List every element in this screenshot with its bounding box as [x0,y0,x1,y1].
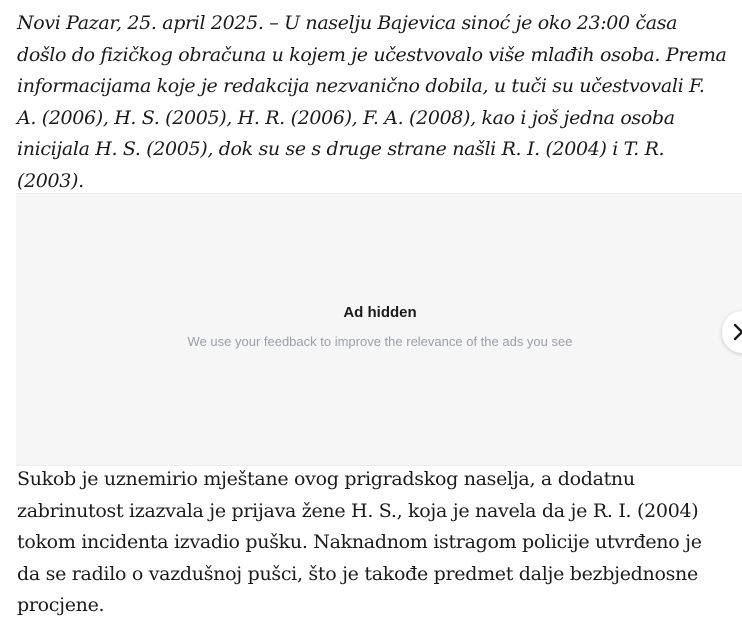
article-intro: Novi Pazar, 25. april 2025. – U naselju Bajevica sinoć je oko 23:00 časa došlo do fizičkog obračuna u kojem je učestvovalo više mlađih osoba. Prema informacijama koje je redakcija nezvanično dobila, u tuči su učestvovali F. A. (2006), H. S. (2005), H. R. (2006), F. A. (2008), kao i još jedna osoba inicijala H. S. (2005), dok su se s druge strane našli R. I. (2004) i T. R. (2003). [17,12,727,192]
article-paragraph: Sukob je uznemirio mještane ovog prigradskog naselja, a dodatnu zabrinutost izazvala je prijava žene H. S., koja je navela da je R. I. (2004) tokom incidenta izvadio pušku. Naknadnom istragom policije utvrđeno je da se radilo o vazdušnoj pušci, što je takođe predmet dalje bezbjednosne procjene. [17,468,702,616]
ad-hidden-title: Ad hidden [343,304,417,321]
ad-hidden-subtitle: We use your feedback to improve the relevance of the ads you see [187,334,573,349]
chevron-right-icon [731,323,742,341]
hidden-ad-placeholder [16,193,742,466]
